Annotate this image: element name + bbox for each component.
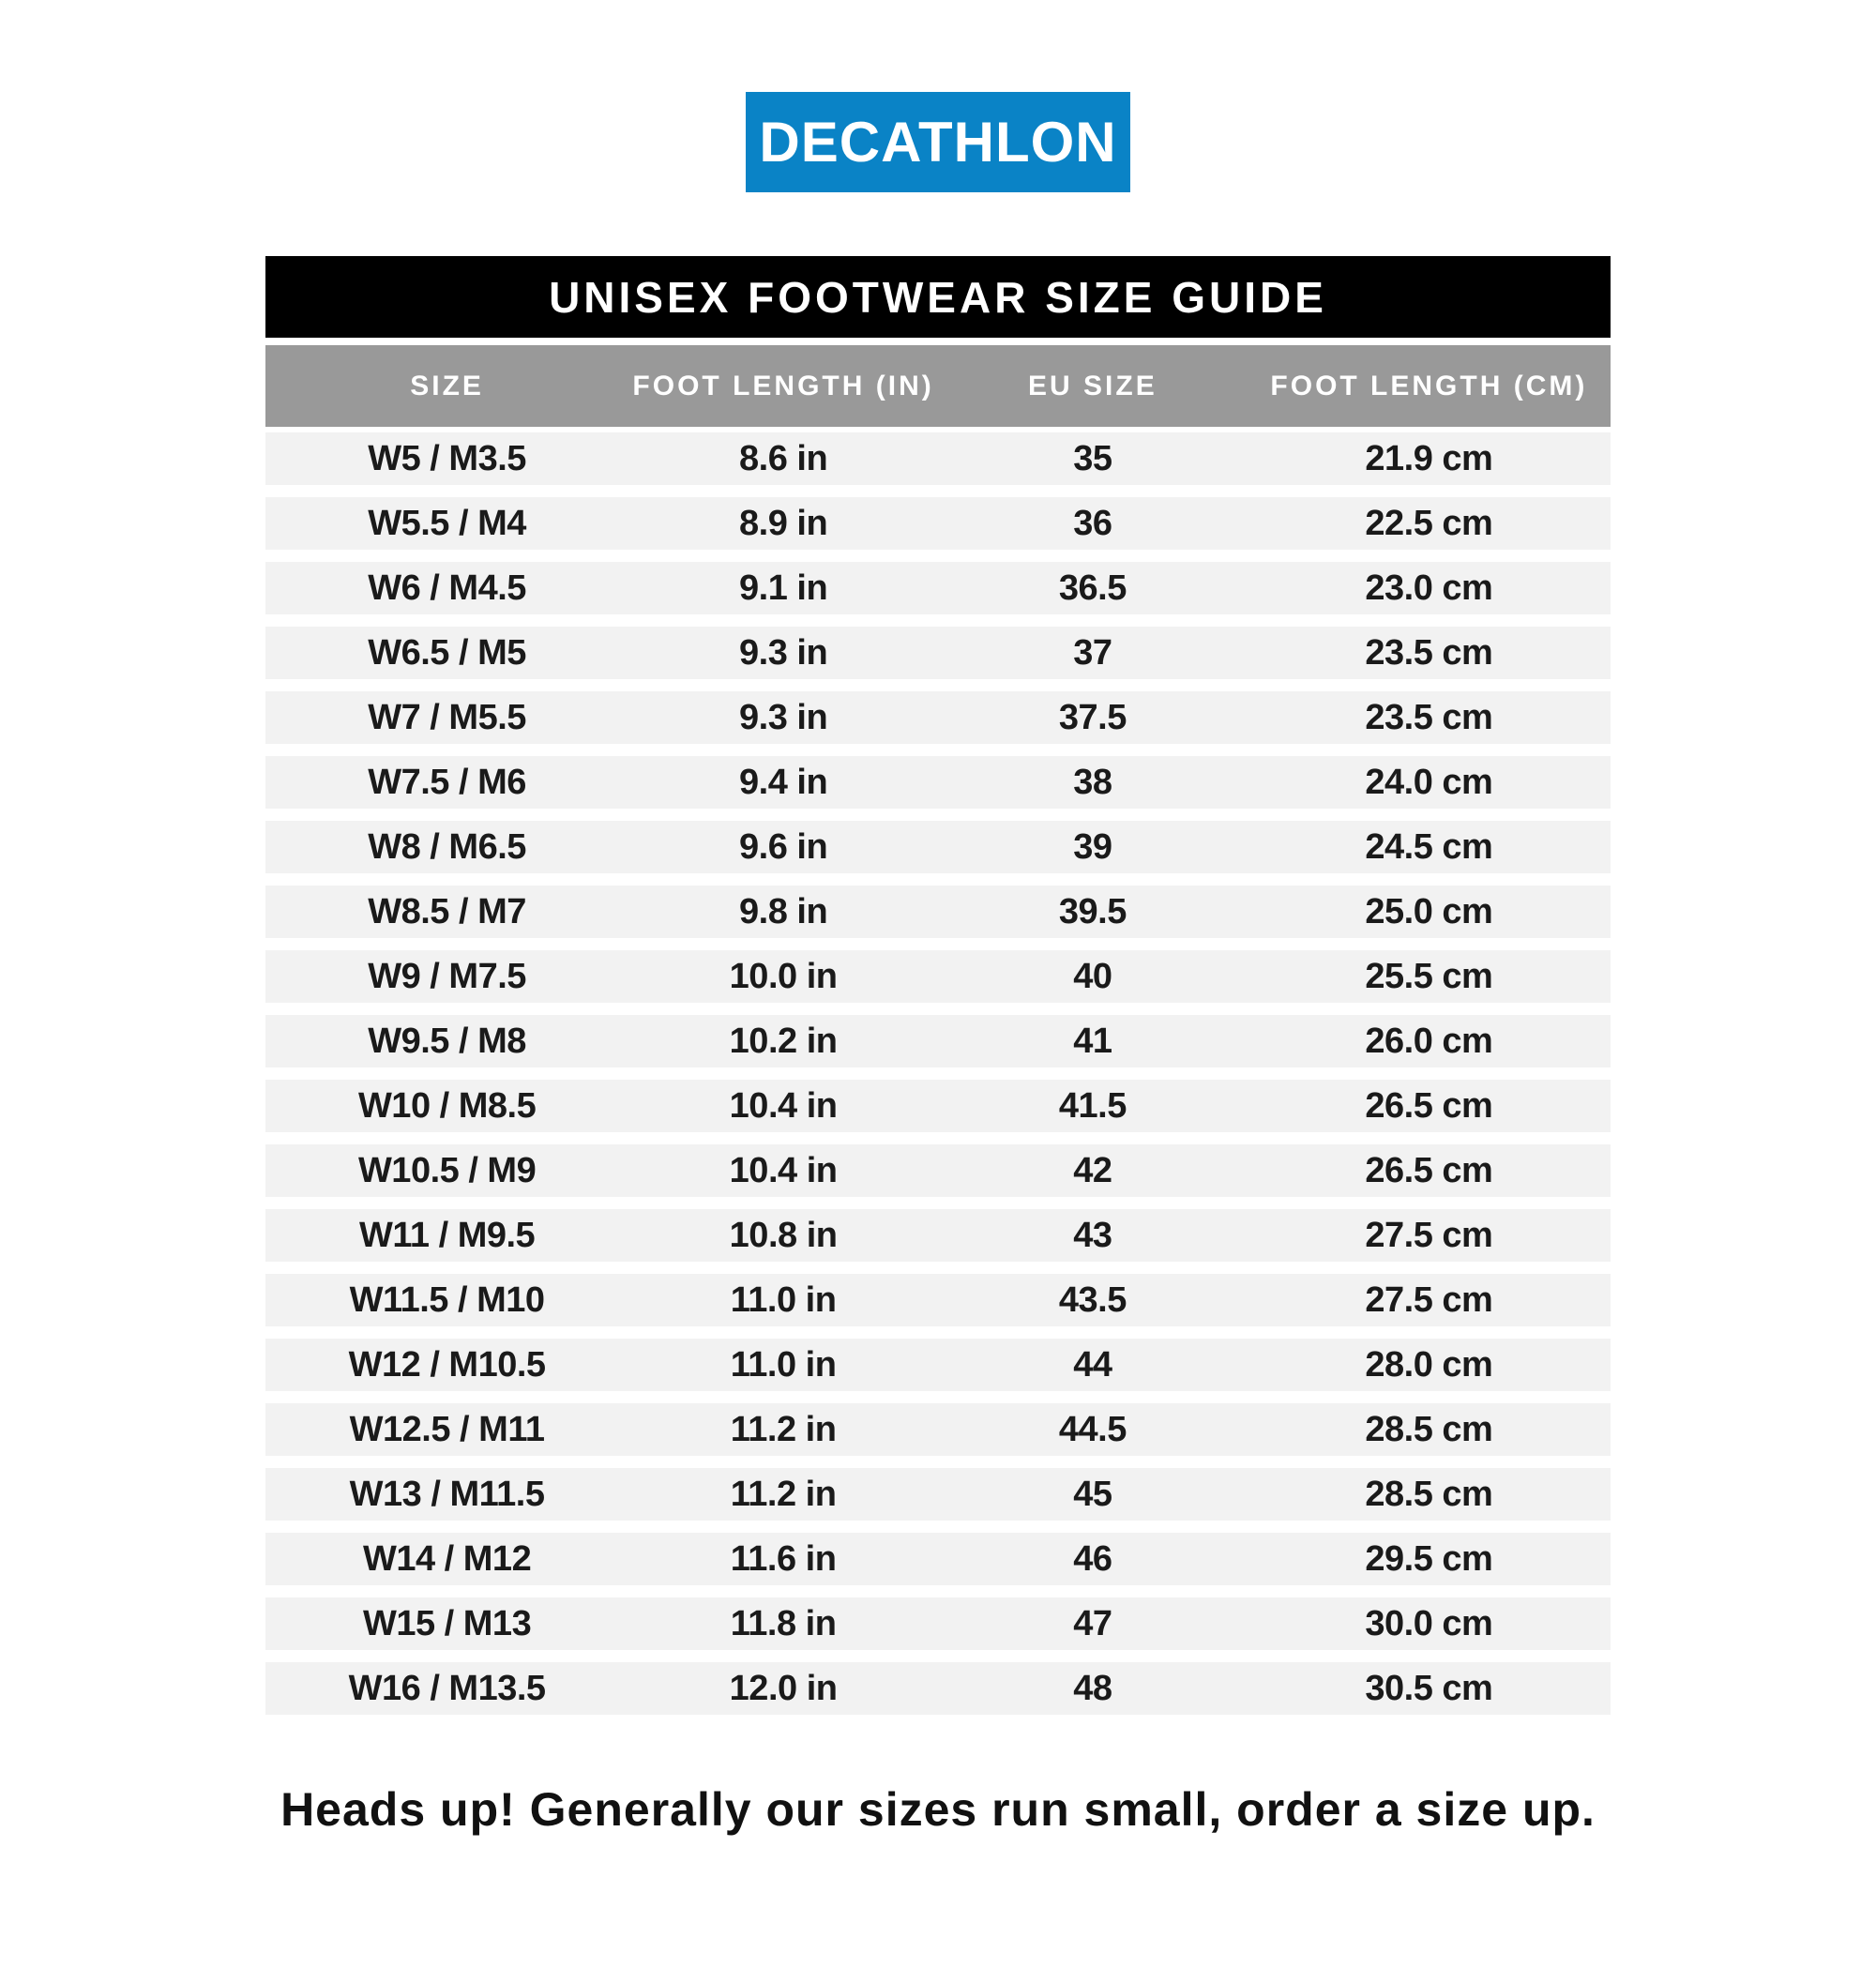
table-cell: 12.0 in xyxy=(729,1668,838,1708)
table-row xyxy=(265,1468,1611,1521)
table-cell: 36.5 xyxy=(1058,568,1127,608)
table-cell: W10 / M8.5 xyxy=(357,1085,537,1126)
table-cell: 10.0 in xyxy=(729,956,838,996)
column-header: SIZE xyxy=(410,370,484,401)
table-cell: 10.4 in xyxy=(729,1085,838,1126)
table-cell: 28.5 cm xyxy=(1365,1474,1493,1514)
table-cell: W5 / M3.5 xyxy=(368,438,526,478)
table-title-bar xyxy=(265,256,1611,338)
table-cell: 30.0 cm xyxy=(1365,1603,1493,1643)
table-cell: W8.5 / M7 xyxy=(368,891,526,931)
table-cell: 11.0 in xyxy=(730,1344,837,1385)
table-row xyxy=(265,497,1611,550)
table-cell: 44 xyxy=(1073,1344,1112,1385)
table-row xyxy=(265,1274,1611,1326)
table-row xyxy=(265,1209,1611,1262)
table-cell: W7.5 / M6 xyxy=(368,762,526,802)
table-cell: 26.0 cm xyxy=(1365,1021,1493,1061)
table-row xyxy=(265,627,1611,679)
table-row xyxy=(265,1339,1611,1391)
table-cell: 23.0 cm xyxy=(1365,568,1493,608)
table-cell: 35 xyxy=(1073,438,1112,478)
table-cell: 43 xyxy=(1073,1215,1112,1255)
table-cell: 11.2 in xyxy=(730,1409,837,1449)
table-cell: 39.5 xyxy=(1058,891,1127,931)
table-cell: 38 xyxy=(1073,762,1112,802)
table-cell: 26.5 cm xyxy=(1365,1150,1493,1190)
table-cell: W5.5 / M4 xyxy=(368,503,526,543)
table-cell: W8 / M6.5 xyxy=(368,826,526,867)
table-cell: W6 / M4.5 xyxy=(368,568,526,608)
table-cell: W16 / M13.5 xyxy=(348,1668,546,1708)
table-cell: W7 / M5.5 xyxy=(368,697,526,737)
table-cell: 10.2 in xyxy=(729,1021,838,1061)
table-cell: 9.6 in xyxy=(739,826,828,867)
table-cell: 10.8 in xyxy=(729,1215,838,1255)
table-body xyxy=(265,432,1611,1715)
table-cell: 40 xyxy=(1073,956,1112,996)
table-cell: 48 xyxy=(1073,1668,1112,1708)
size-guide-table xyxy=(265,256,1611,1715)
table-cell: W10.5 / M9 xyxy=(357,1150,537,1190)
size-guide-page xyxy=(0,92,1876,1837)
table-row xyxy=(265,1015,1611,1067)
table-cell: 25.0 cm xyxy=(1365,891,1493,931)
table-row xyxy=(265,1403,1611,1456)
table-cell: 37.5 xyxy=(1058,697,1127,737)
table-cell: 26.5 cm xyxy=(1365,1085,1493,1126)
table-cell: 41.5 xyxy=(1058,1085,1127,1126)
table-title: UNISEX FOOTWEAR SIZE GUIDE xyxy=(549,272,1327,322)
table-row xyxy=(265,562,1611,614)
table-row xyxy=(265,432,1611,485)
table-cell: 9.4 in xyxy=(739,762,828,802)
table-cell: 42 xyxy=(1073,1150,1112,1190)
table-cell: 25.5 cm xyxy=(1365,956,1493,996)
table-cell: 11.8 in xyxy=(730,1603,837,1643)
table-row xyxy=(265,821,1611,873)
table-cell: 46 xyxy=(1073,1538,1112,1579)
table-cell: W6.5 / M5 xyxy=(368,632,526,673)
table-cell: 10.4 in xyxy=(729,1150,838,1190)
table-cell: 43.5 xyxy=(1058,1279,1127,1320)
table-cell: 27.5 cm xyxy=(1365,1279,1493,1320)
table-cell: 9.3 in xyxy=(739,632,828,673)
table-cell: W9 / M7.5 xyxy=(368,956,526,996)
table-cell: 44.5 xyxy=(1058,1409,1127,1449)
table-cell: 36 xyxy=(1073,503,1112,543)
table-cell: 24.0 cm xyxy=(1365,762,1493,802)
table-cell: W14 / M12 xyxy=(362,1538,532,1579)
table-cell: 29.5 cm xyxy=(1365,1538,1493,1579)
table-row xyxy=(265,950,1611,1003)
table-cell: W12.5 / M11 xyxy=(349,1409,545,1449)
table-cell: 45 xyxy=(1073,1474,1112,1514)
decathlon-logo-text: DECATHLON xyxy=(759,111,1117,174)
table-cell: 9.1 in xyxy=(739,568,828,608)
table-cell: 37 xyxy=(1073,632,1112,673)
table-row xyxy=(265,1080,1611,1132)
table-cell: W9.5 / M8 xyxy=(368,1021,526,1061)
table-cell: 11.0 in xyxy=(730,1279,837,1320)
table-cell: 47 xyxy=(1073,1603,1112,1643)
table-cell: 23.5 cm xyxy=(1365,632,1493,673)
table-cell: 22.5 cm xyxy=(1365,503,1493,543)
table-cell: 30.5 cm xyxy=(1365,1668,1493,1708)
table-cell: W11 / M9.5 xyxy=(358,1215,536,1255)
column-header: FOOT LENGTH (IN) xyxy=(632,370,934,401)
decathlon-logo xyxy=(746,92,1130,192)
footer-note: Heads up! Generally our sizes run small, order a size up. xyxy=(280,1783,1596,1836)
table-cell: 21.9 cm xyxy=(1365,438,1493,478)
table-row xyxy=(265,756,1611,809)
table-cell: 27.5 cm xyxy=(1365,1215,1493,1255)
table-row xyxy=(265,1144,1611,1197)
table-cell: 11.6 in xyxy=(730,1538,837,1579)
table-row xyxy=(265,691,1611,744)
column-header: FOOT LENGTH (CM) xyxy=(1270,370,1588,401)
table-cell: 39 xyxy=(1073,826,1112,867)
table-cell: 28.5 cm xyxy=(1365,1409,1493,1449)
table-row xyxy=(265,1597,1611,1650)
table-cell: 41 xyxy=(1073,1021,1112,1061)
table-row xyxy=(265,886,1611,938)
table-cell: 9.8 in xyxy=(739,891,828,931)
table-cell: W12 / M10.5 xyxy=(348,1344,546,1385)
table-cell: 8.6 in xyxy=(739,438,828,478)
table-cell: 9.3 in xyxy=(739,697,828,737)
table-row xyxy=(265,1662,1611,1715)
table-cell: 28.0 cm xyxy=(1365,1344,1493,1385)
table-cell: W15 / M13 xyxy=(362,1603,532,1643)
table-cell: W11.5 / M10 xyxy=(349,1279,545,1320)
table-header-row xyxy=(265,345,1611,427)
column-header: EU SIZE xyxy=(1028,370,1157,401)
table-cell: 24.5 cm xyxy=(1365,826,1493,867)
table-cell: W13 / M11.5 xyxy=(349,1474,545,1514)
table-cell: 11.2 in xyxy=(730,1474,837,1514)
table-cell: 8.9 in xyxy=(739,503,828,543)
table-row xyxy=(265,1533,1611,1585)
table-cell: 23.5 cm xyxy=(1365,697,1493,737)
